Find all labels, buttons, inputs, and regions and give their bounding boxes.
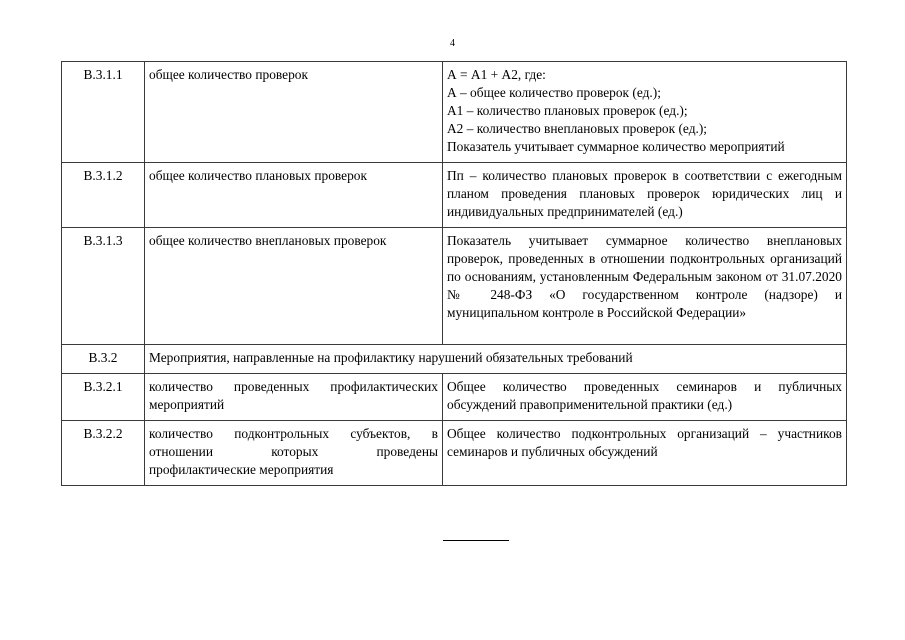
- row-description: [443, 62, 847, 163]
- section-code: В.3.2: [62, 345, 145, 374]
- indicator-table: [61, 61, 847, 486]
- row-code: В.3.1.3: [62, 228, 145, 345]
- description-line: А = А1 + А2, где:: [447, 67, 546, 82]
- row-name: количество подконтрольных субъектов, в отношении которых проведены профилактические мероприятия: [145, 421, 443, 486]
- section-title: Мероприятия, направленные на профилактику нарушений обязательных требований: [145, 345, 847, 374]
- row-code: В.3.2.2: [62, 421, 145, 486]
- description-line: А2 – количество внеплановых проверок (ед.);: [447, 121, 708, 136]
- row-description: Общее количество подконтрольных организаций – участников семинаров и публичных обсуждений: [443, 421, 847, 486]
- row-name: количество проведенных профилактических мероприятий: [145, 374, 443, 421]
- table-row: [62, 374, 847, 421]
- description-line: А1 – количество плановых проверок (ед.);: [447, 103, 688, 118]
- row-description: Общее количество проведенных семинаров и публичных обсуждений правоприменительной практики (ед.): [443, 374, 847, 421]
- table-row: [62, 228, 847, 345]
- table-row: [62, 163, 847, 228]
- row-code: В.3.1.2: [62, 163, 145, 228]
- row-code: В.3.2.1: [62, 374, 145, 421]
- table-row: [62, 62, 847, 163]
- description-line: А – общее количество проверок (ед.);: [447, 85, 661, 100]
- footer-divider: [443, 540, 509, 541]
- table-row: [62, 421, 847, 486]
- section-row: [62, 345, 847, 374]
- row-description: Показатель учитывает суммарное количество внеплановых проверок, проведенных в отношении подконтрольных организаций по основаниям, установленным Федеральным законом от 31.07.2020 № 248-ФЗ «О государственном контроле (надзоре) и муниципальном контроле в Российской Федерации»: [443, 228, 847, 345]
- row-name: общее количество плановых проверок: [145, 163, 443, 228]
- row-code: В.3.1.1: [62, 62, 145, 163]
- row-name: общее количество внеплановых проверок: [145, 228, 443, 345]
- description-line: Показатель учитывает суммарное количество мероприятий: [447, 139, 785, 154]
- row-description: Пп – количество плановых проверок в соответствии с ежегодным планом проведения плановых проверок юридических лиц и индивидуальных предпринимателей (ед.): [443, 163, 847, 228]
- row-name: общее количество проверок: [145, 62, 443, 163]
- page-number: 4: [450, 38, 455, 49]
